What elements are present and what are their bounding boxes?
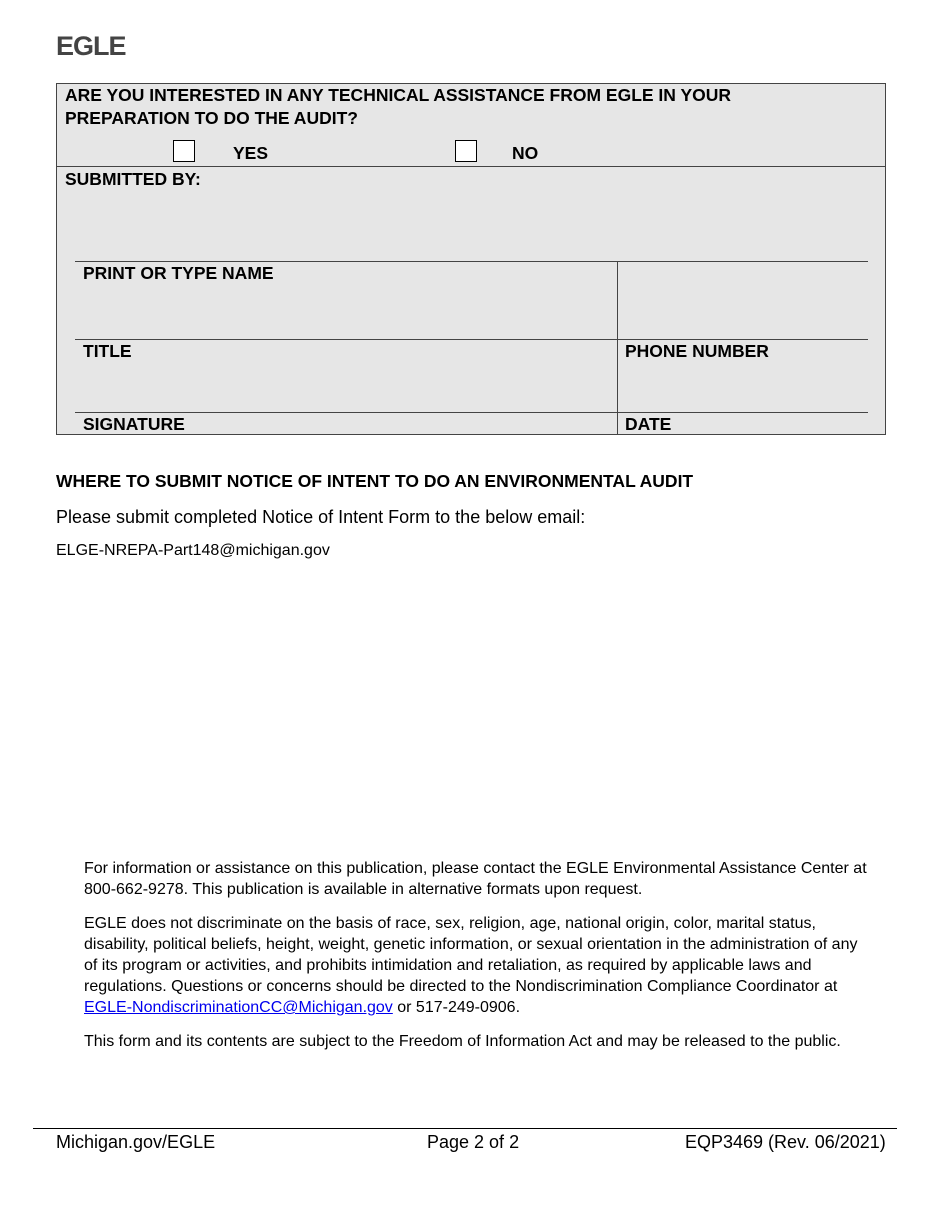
- footer-website: Michigan.gov/EGLE: [56, 1132, 216, 1152]
- yes-checkbox[interactable]: [173, 140, 195, 162]
- logo-text: EGLE: [56, 31, 126, 61]
- print-name-field[interactable]: [75, 262, 615, 338]
- section-divider: [57, 166, 885, 167]
- submission-form: [56, 83, 886, 435]
- print-name-label: PRINT OR TYPE NAME: [83, 263, 274, 283]
- footer-divider: [33, 1128, 897, 1129]
- date-label: DATE: [625, 414, 672, 434]
- nondiscrimination-paragraph: [84, 913, 874, 1018]
- nondiscrimination-phone: or 517-249-0906.: [392, 999, 521, 1016]
- title-label: TITLE: [83, 341, 132, 361]
- signature-label: SIGNATURE: [83, 414, 185, 434]
- submit-instruction: Please submit completed Notice of Intent Form to the below email:: [56, 507, 586, 527]
- yes-label: YES: [233, 143, 269, 163]
- nondiscrimination-text: EGLE does not discriminate on the basis of race, sex, religion, age, national origin, color, marital status, disability, political beliefs, height, weight, genetic information, or sexual orientation in the administration of any of its program or activities, and prohibits intimidation and retaliation, as required by applicable laws and regulations. Questions or concerns should be directed to the Nondiscrimination Compliance Coordinator at: [84, 915, 858, 995]
- no-checkbox[interactable]: [455, 140, 477, 162]
- footer-page-number: Page 2 of 2: [427, 1132, 520, 1152]
- signature-line: [75, 412, 868, 413]
- nondiscrimination-email-link[interactable]: EGLE-NondiscriminationCC@Michigan.gov: [84, 999, 393, 1016]
- phone-label: PHONE NUMBER: [625, 341, 769, 361]
- footer-form-id: EQP3469 (Rev. 06/2021): [685, 1132, 886, 1152]
- submit-heading: WHERE TO SUBMIT NOTICE OF INTENT TO DO AN ENVIRONMENTAL AUDIT: [56, 471, 694, 491]
- assistance-question: ARE YOU INTERESTED IN ANY TECHNICAL ASSISTANCE FROM EGLE IN YOUR PREPARATION TO DO THE AUDIT?: [65, 85, 732, 128]
- foia-paragraph: This form and its contents are subject to the Freedom of Information Act and may be released to the public.: [84, 1033, 841, 1050]
- egle-logo: [56, 33, 126, 60]
- column-divider: [617, 261, 618, 435]
- phone-field[interactable]: [619, 340, 867, 411]
- no-label: NO: [512, 143, 539, 163]
- info-paragraph: For information or assistance on this publication, please contact the EGLE Environmental Assistance Center at 800-662-9278. This publication is available in alternative formats upon request.: [84, 860, 867, 898]
- submit-email: ELGE-NREPA-Part148@michigan.gov: [56, 542, 330, 559]
- submitted-by-label: SUBMITTED BY:: [65, 169, 201, 189]
- title-field[interactable]: [75, 340, 615, 411]
